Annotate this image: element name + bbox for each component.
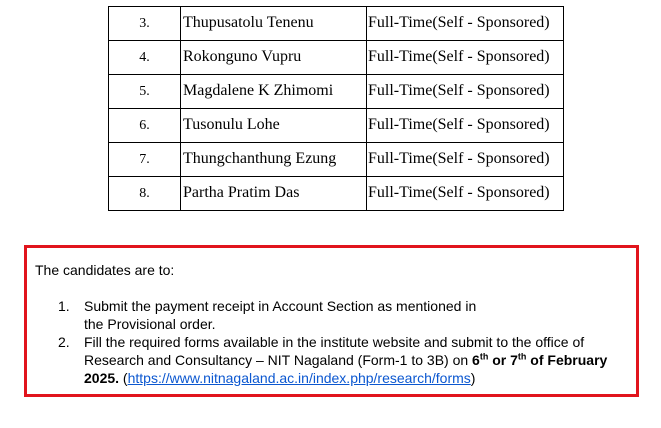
candidates-table-body	[109, 7, 564, 211]
date-month: of February	[526, 352, 608, 368]
instruction-text-line: Research and Consultancy – NIT Nagaland (Form-1 to 3B) on	[84, 352, 473, 368]
table-row	[109, 143, 564, 177]
table-row	[109, 177, 564, 211]
list-marker: 2.	[58, 334, 70, 350]
candidate-name-cell: Thungchanthung Ezung	[181, 143, 367, 177]
candidate-name-cell: Rokonguno Vupru	[181, 41, 367, 75]
enrollment-type-cell: Full-Time(Self - Sponsored)	[367, 7, 564, 41]
candidate-name-cell: Magdalene K Zhimomi	[181, 75, 367, 109]
deadline-year: 2025.	[84, 370, 120, 386]
table-row	[109, 109, 564, 143]
enrollment-type-cell: Full-Time(Self - Sponsored)	[367, 41, 564, 75]
notice-intro: The candidates are to:	[35, 262, 175, 278]
date-or: or 7	[488, 352, 518, 368]
list-item	[27, 297, 637, 333]
instruction-text-line: Submit the payment receipt in Account Section as mentioned in	[84, 298, 477, 314]
serial-number-cell: 8.	[109, 177, 181, 211]
instruction-text-line: Fill the required forms available in the institute website and submit to the office of	[84, 334, 585, 350]
serial-number-cell: 5.	[109, 75, 181, 109]
serial-number-cell: 4.	[109, 41, 181, 75]
link-open-paren: (	[119, 370, 128, 386]
instructions-list	[27, 297, 637, 387]
research-forms-link[interactable]: https://www.nitnagaland.ac.in/index.php/research/forms	[127, 370, 471, 386]
serial-number-cell: 3.	[109, 7, 181, 41]
link-close-paren: )	[470, 370, 476, 386]
enrollment-type-cell: Full-Time(Self - Sponsored)	[367, 177, 564, 211]
instruction-text-line: the Provisional order.	[84, 316, 216, 332]
candidate-name-cell: Tusonulu Lohe	[181, 109, 367, 143]
date-ordinal: th	[479, 351, 489, 362]
table-row	[109, 41, 564, 75]
serial-number-cell: 7.	[109, 143, 181, 177]
date-day: 6	[472, 352, 480, 368]
date-ordinal: th	[517, 351, 527, 362]
deadline-date	[472, 352, 607, 368]
candidates-table	[108, 6, 564, 211]
enrollment-type-cell: Full-Time(Self - Sponsored)	[367, 75, 564, 109]
enrollment-type-cell: Full-Time(Self - Sponsored)	[367, 143, 564, 177]
candidate-name-cell: Thupusatolu Tenenu	[181, 7, 367, 41]
table-row	[109, 7, 564, 41]
serial-number-cell: 6.	[109, 109, 181, 143]
table-row	[109, 75, 564, 109]
list-item	[27, 333, 637, 387]
list-marker: 1.	[58, 298, 70, 314]
enrollment-type-cell: Full-Time(Self - Sponsored)	[367, 109, 564, 143]
candidate-name-cell: Partha Pratim Das	[181, 177, 367, 211]
instructions-notice-box	[24, 245, 639, 397]
